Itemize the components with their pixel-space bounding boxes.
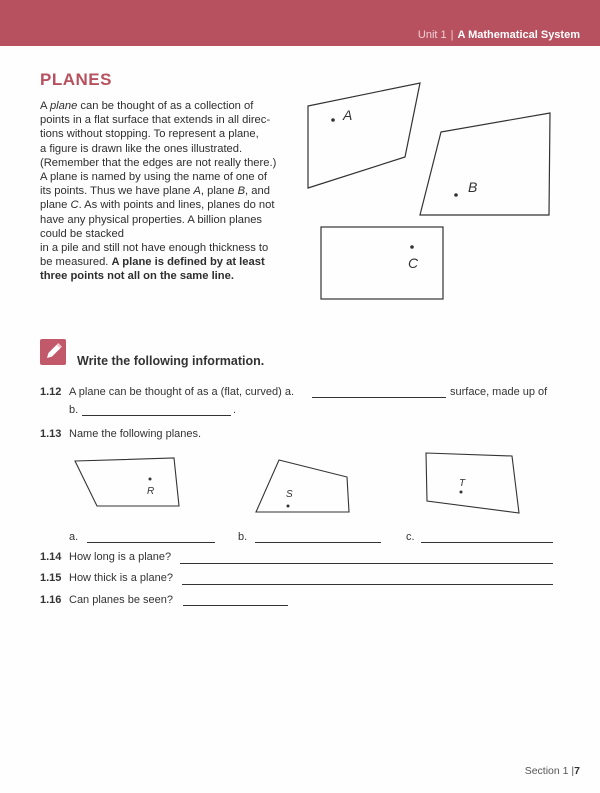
intro-line: tions without stopping. To represent a plane, [40, 128, 259, 141]
answer-label-a: a. [69, 531, 79, 543]
question-1-12-after: surface, made up of [450, 386, 548, 398]
question-1-12-end: . [233, 404, 237, 416]
text-run: plane [40, 199, 71, 212]
text-run: be measured. [40, 256, 112, 269]
question-1-15-text: How thick is a plane? [69, 572, 173, 584]
point-b-dot [454, 193, 458, 197]
plane-a-shape [308, 83, 420, 188]
plane-t-figure [426, 453, 519, 513]
plane-b-shape [420, 113, 550, 215]
plane-b-figure [420, 113, 550, 215]
answer-blank-1-13a[interactable] [87, 542, 215, 543]
plane-s-shape [256, 460, 349, 512]
text-run: . As with points and lines, planes do not [78, 199, 275, 212]
question-1-16-text: Can planes be seen? [69, 594, 173, 606]
plane-s-figure [256, 460, 349, 512]
point-c-dot [410, 245, 414, 249]
page-number: 7 [574, 765, 580, 777]
answer-blank-1-12a[interactable] [312, 397, 446, 398]
header-separator: | [450, 29, 454, 41]
instruction-text: Write the following information [77, 354, 261, 368]
point-s-dot [287, 505, 290, 508]
question-number-1-15: 1.15 [40, 572, 62, 584]
intro-line: points in a flat surface that extends in all direc- [40, 114, 271, 127]
answer-blank-1-16[interactable] [183, 605, 288, 606]
unit-label: Unit 1 [417, 29, 447, 41]
intro-line: (Remember that the edges are not really there.) [40, 156, 277, 169]
point-a-dot [331, 118, 335, 122]
instruction-period: . [260, 354, 265, 368]
plane-r-shape [75, 458, 179, 506]
question-1-12-text: A plane can be thought of as a (flat, curved) a. [69, 386, 295, 398]
plane-a-label: A [343, 107, 353, 123]
question-number-1-13: 1.13 [40, 428, 62, 440]
plane-r-figure [75, 458, 179, 506]
plane-t-label: T [459, 478, 466, 489]
footer-separator: | [571, 765, 575, 777]
answer-label-c: c. [406, 531, 415, 543]
answer-blank-1-13b[interactable] [255, 542, 381, 543]
question-1-12-part-b: b. [69, 404, 79, 416]
page-footer [525, 765, 580, 777]
plane-r-label: R [147, 486, 155, 497]
intro-line: A plane is named by using the name of one of [40, 171, 268, 184]
point-t-dot [460, 491, 463, 494]
section-title: PLANES [40, 70, 112, 89]
plane-t-shape [426, 453, 519, 513]
question-number-1-12: 1.12 [40, 386, 62, 398]
question-1-14-text: How long is a plane? [69, 551, 172, 563]
point-r-dot [149, 478, 152, 481]
term-plane: plane [49, 100, 78, 112]
question-1-13-text: Name the following planes. [69, 428, 202, 440]
answer-blank-1-14[interactable] [180, 563, 553, 564]
question-number-1-16: 1.16 [40, 594, 62, 606]
text-run: its points. Thus we have plane [40, 185, 194, 198]
footer-section: Section 1 [524, 765, 569, 777]
definition-bold: three points not all on the same line. [40, 270, 234, 283]
plane-name: B [237, 185, 246, 198]
intro-line: could be stacked [40, 227, 124, 240]
plane-s-label: S [286, 489, 293, 500]
plane-c-shape [321, 227, 443, 299]
answer-blank-1-12b[interactable] [82, 415, 231, 416]
plane-c-label: C [408, 255, 419, 271]
answer-blank-1-13c[interactable] [421, 542, 553, 543]
text-run: , plane [200, 185, 238, 198]
pencil-icon [40, 339, 66, 365]
plane-a-figure [308, 83, 420, 188]
unit-title: A Mathematical System [457, 29, 580, 41]
text-run: can be thought of as a collection of [77, 100, 254, 112]
intro-line: in a pile and still not have enough thickness to [40, 242, 269, 255]
intro-line: a figure is drawn like the ones illustrated. [40, 142, 243, 155]
intro-line: have any physical properties. A billion planes [40, 213, 263, 226]
answer-label-b: b. [238, 531, 248, 543]
instruction-heading [77, 354, 264, 368]
text-run: A [40, 100, 50, 112]
answer-blank-1-15[interactable] [182, 584, 553, 585]
pencil-glyph [40, 339, 66, 365]
plane-b-label: B [468, 179, 478, 195]
plane-name: A [193, 185, 201, 198]
plane-c-figure [321, 227, 443, 299]
text-run: , and [245, 185, 270, 198]
question-number-1-14: 1.14 [40, 551, 62, 563]
plane-name: C [70, 199, 79, 212]
definition-bold: A plane is defined by at least [111, 256, 265, 269]
